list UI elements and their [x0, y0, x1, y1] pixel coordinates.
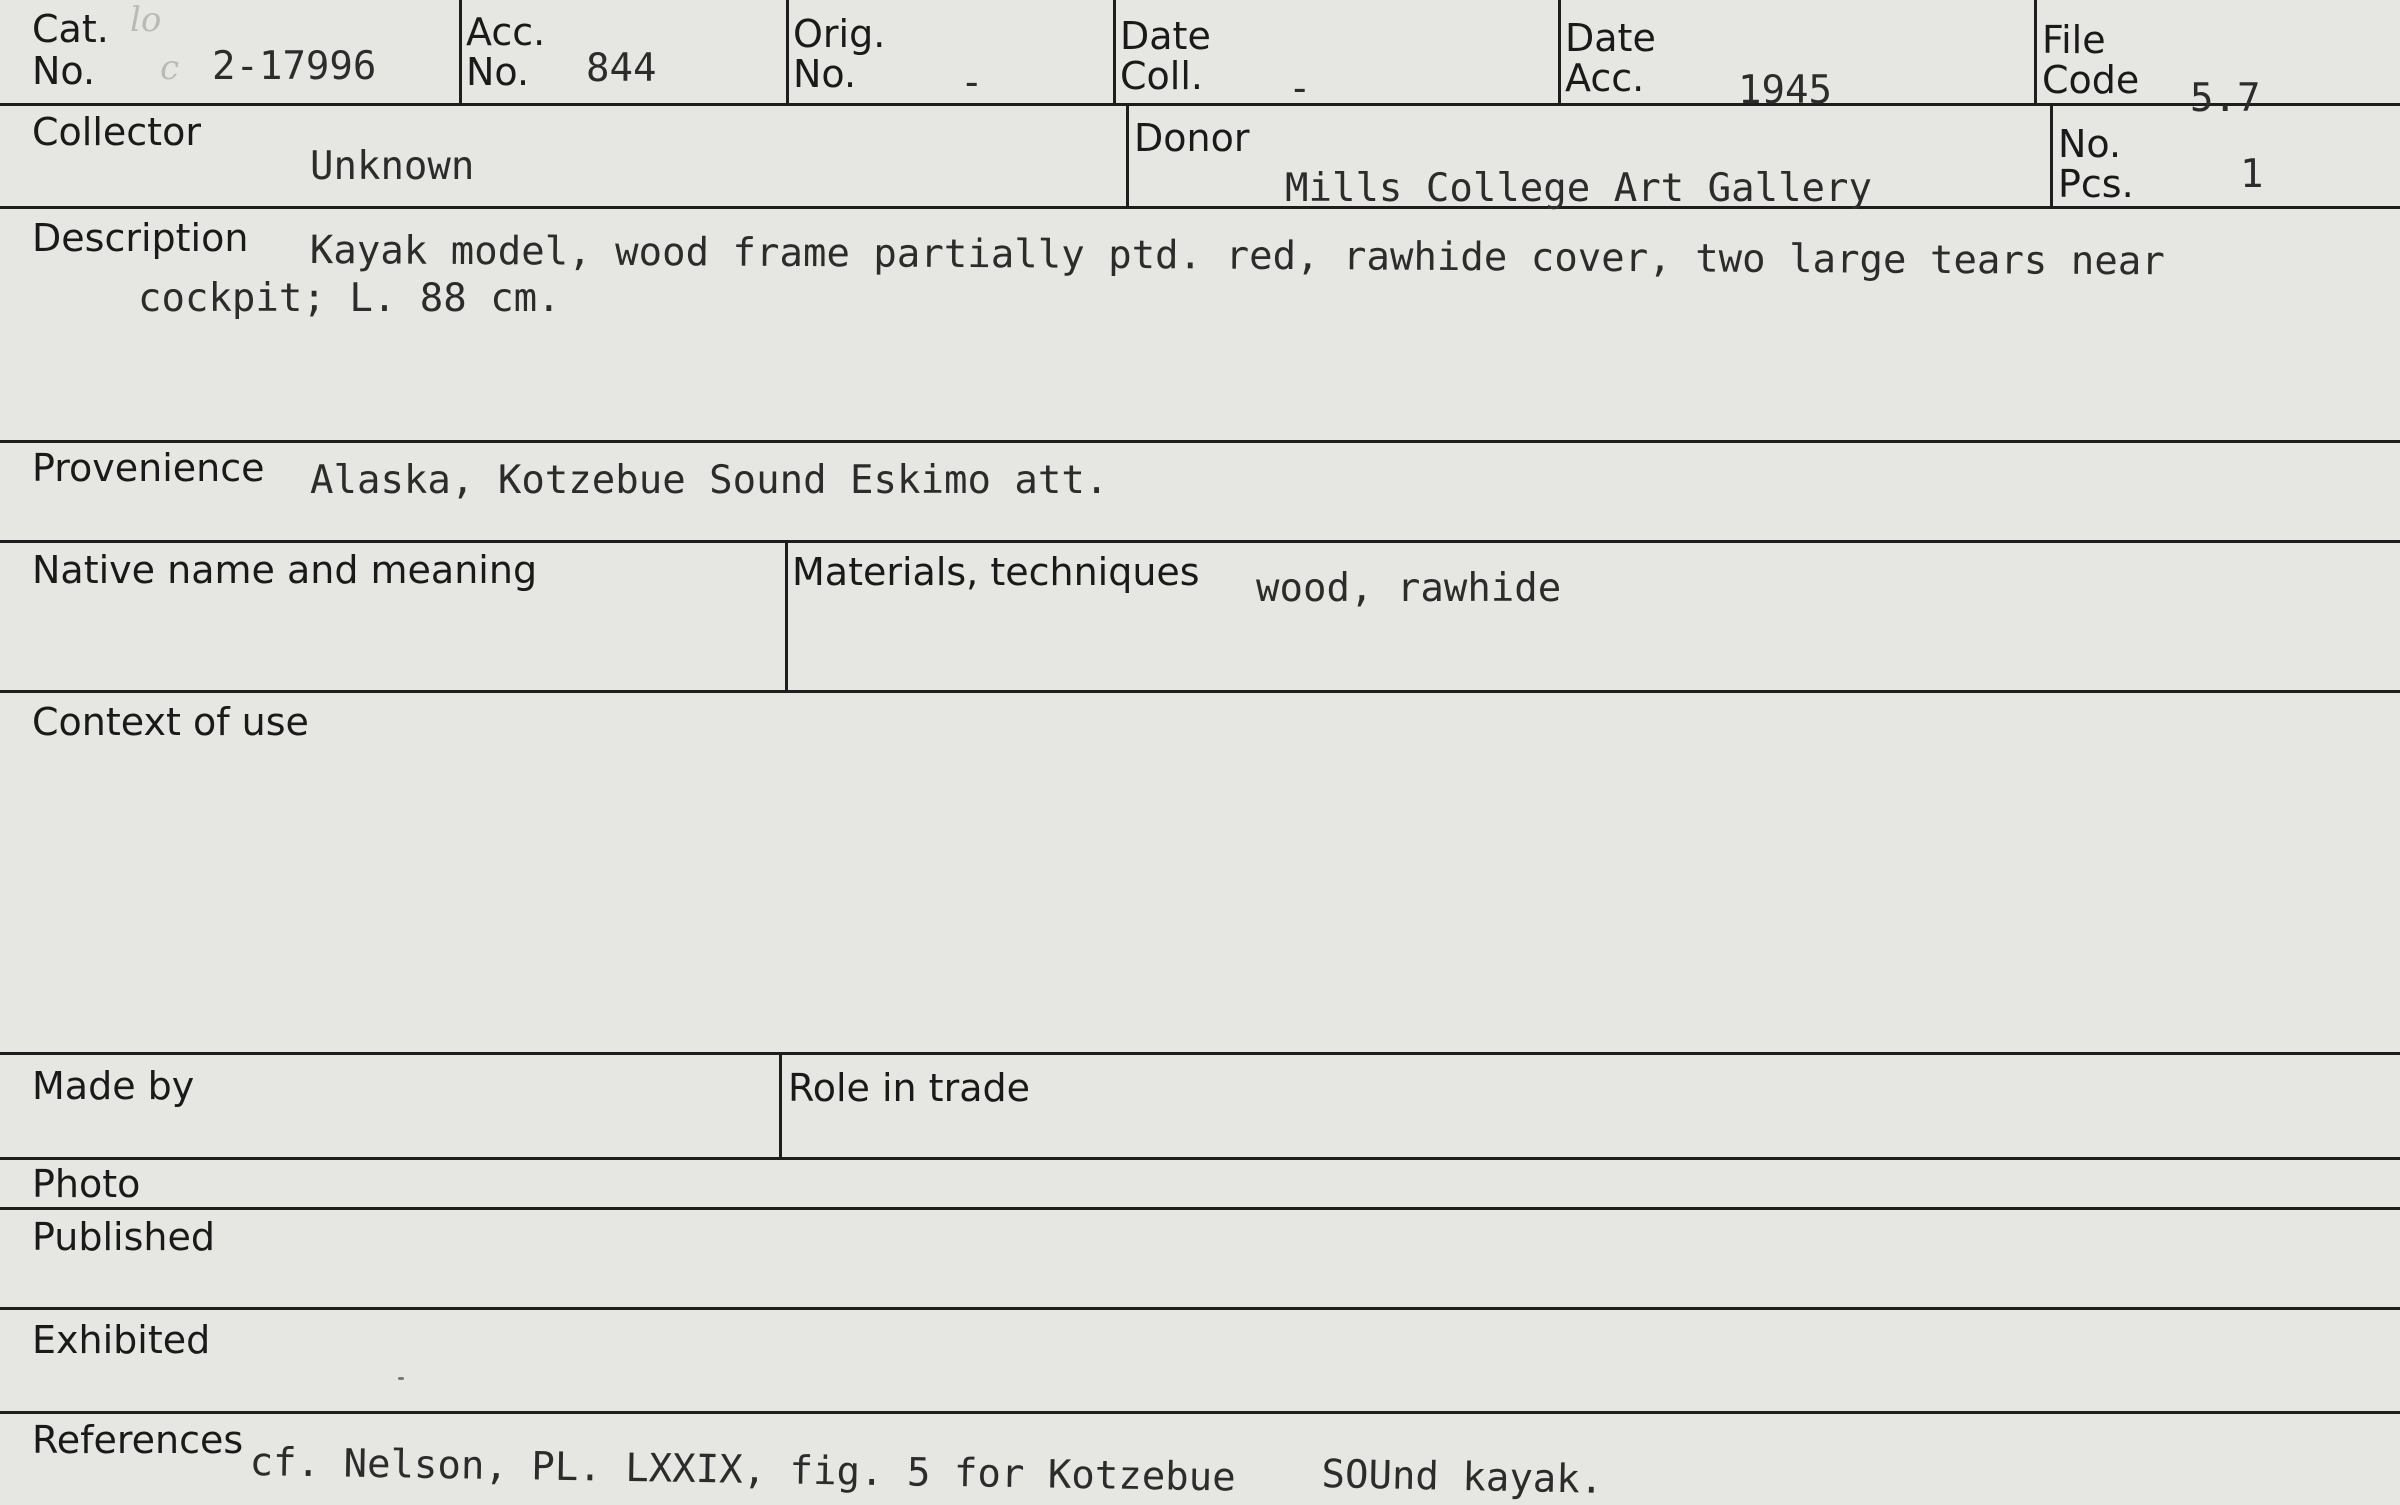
context-label: Context of use — [32, 700, 309, 744]
exhibited-label: Exhibited — [32, 1318, 211, 1362]
collector-label: Collector — [32, 110, 201, 154]
references-label: References — [32, 1418, 244, 1462]
rule-v-cat-acc — [459, 0, 462, 104]
rule-photo-bottom — [0, 1207, 2400, 1210]
description-label: Description — [32, 216, 249, 260]
provenience-label: Provenience — [32, 446, 265, 490]
collector-value: Unknown — [310, 144, 475, 189]
description-line2: cockpit; L. 88 cm. — [138, 276, 561, 321]
handwritten-mark: lo — [130, 0, 162, 40]
date-coll-label: Date Coll. — [1120, 14, 1211, 98]
native-name-label: Native name and meaning — [32, 548, 538, 592]
orig-no-value: - — [960, 60, 984, 105]
pieces-label: No. Pcs. — [2058, 122, 2134, 206]
materials-value: wood, rawhide — [1256, 566, 1562, 611]
rule-v-donor-pcs — [2050, 104, 2053, 207]
ink-speck — [398, 1377, 404, 1380]
photo-label: Photo — [32, 1162, 141, 1206]
file-code-label: File Code — [2042, 18, 2140, 102]
rule-v-dateacc-filecode — [2034, 0, 2037, 104]
rule-v-datecoll-dateacc — [1558, 0, 1561, 104]
rule-v-acc-orig — [786, 0, 789, 104]
rule-description-bottom — [0, 440, 2400, 443]
made-by-label: Made by — [32, 1064, 195, 1108]
rule-collector-bottom — [0, 206, 2400, 209]
rule-published-bottom — [0, 1307, 2400, 1310]
date-acc-label: Date Acc. — [1565, 16, 1656, 100]
rule-v-collector-donor — [1126, 104, 1129, 207]
rule-header-bottom — [0, 103, 2400, 106]
donor-value: Mills College Art Gallery — [1285, 166, 1872, 211]
role-in-trade-label: Role in trade — [788, 1066, 1030, 1110]
rule-exhibited-bottom — [0, 1411, 2400, 1414]
references-value-part1: cf. Nelson, PL. LXXIX, fig. 5 for Kotzebue — [249, 1440, 1237, 1501]
file-code-value: 5.7 — [2190, 76, 2261, 121]
rule-madeby-bottom — [0, 1157, 2400, 1160]
published-label: Published — [32, 1215, 215, 1259]
rule-provenience-bottom — [0, 540, 2400, 543]
cat-no-value: 2-17996 — [212, 44, 377, 89]
handwritten-mark-c: c — [160, 48, 180, 88]
provenience-value: Alaska, Kotzebue Sound Eskimo att. — [310, 458, 1109, 503]
date-acc-value: 1945 — [1738, 68, 1832, 113]
references-value-part2: SOUnd kayak. — [1321, 1452, 1604, 1503]
pieces-value: 1 — [2240, 152, 2264, 197]
acc-no-label: Acc. No. — [466, 10, 546, 94]
rule-context-bottom — [0, 1052, 2400, 1055]
date-coll-value: - — [1288, 66, 1312, 111]
rule-v-native-materials — [785, 541, 788, 691]
rule-v-madeby-role — [779, 1053, 782, 1158]
acc-no-value: 844 — [586, 46, 657, 91]
donor-label: Donor — [1134, 116, 1250, 160]
rule-v-orig-datecoll — [1113, 0, 1116, 104]
orig-no-label: Orig. No. — [793, 12, 886, 96]
materials-label: Materials, techniques — [792, 550, 1200, 594]
description-line1: Kayak model, wood frame partially ptd. red, rawhide cover, two large tears near — [309, 228, 2165, 285]
cat-no-label: Cat. No. — [32, 7, 109, 93]
rule-native-bottom — [0, 690, 2400, 693]
